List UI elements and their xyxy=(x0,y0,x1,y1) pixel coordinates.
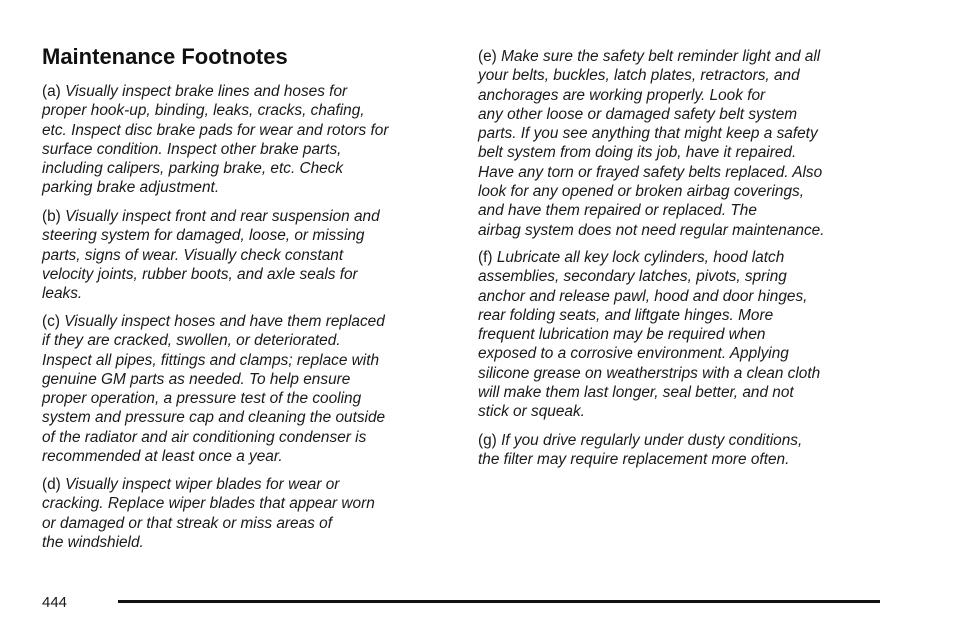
footnote-text: your belts, buckles, latch plates, retractors, and xyxy=(478,67,800,85)
footnote-line xyxy=(478,47,825,66)
footnote-line xyxy=(478,182,825,201)
footnote-text: cracking. Replace wiper blades that appear worn xyxy=(42,495,375,513)
footnote-d xyxy=(42,475,375,552)
footnote-text: steering system for damaged, loose, or missing xyxy=(42,227,365,245)
footnote-text: will make them last longer, seal better, and not xyxy=(478,384,794,402)
footnote-text: genuine GM parts as needed. To help ensure xyxy=(42,370,351,388)
footnote-f xyxy=(478,248,820,422)
footnote-text: Visually inspect hoses and have them replaced xyxy=(64,313,385,330)
footnote-line xyxy=(42,312,385,331)
footnote-b xyxy=(42,207,380,303)
footnote-text: If you drive regularly under dusty conditions, xyxy=(501,432,803,449)
footnote-text: parts. If you see anything that might keep a safety xyxy=(478,125,818,143)
footnote-text: Visually inspect wiper blades for wear or xyxy=(65,476,340,493)
footnote-text: leaks. xyxy=(42,285,83,303)
footnote-line xyxy=(478,66,825,85)
footnote-text: the windshield. xyxy=(42,533,144,551)
footnote-text: rear folding seats, and liftgate hinges. More xyxy=(478,306,774,324)
footnote-text: and have them repaired or replaced. The xyxy=(478,202,757,220)
footnote-text: velocity joints, rubber boots, and axle seals for xyxy=(42,265,358,283)
footnote-tag: (b) xyxy=(42,208,61,225)
footnote-line xyxy=(478,201,825,220)
footnote-text: or damaged or that streak or miss areas of xyxy=(42,514,332,532)
footnote-line xyxy=(42,351,385,370)
footnote-line xyxy=(478,143,825,162)
footnote-line xyxy=(42,265,380,284)
footnote-text: proper hook-up, binding, leaks, cracks, chafing, xyxy=(42,102,365,120)
footnote-line xyxy=(42,533,375,552)
footnote-line xyxy=(42,331,385,350)
footnote-line xyxy=(478,105,825,124)
footnote-line xyxy=(42,82,388,101)
footnote-line xyxy=(478,306,820,325)
footnote-line xyxy=(42,447,385,466)
footnote-line xyxy=(42,246,380,265)
footnote-text: Have any torn or frayed safety belts replaced. Also xyxy=(478,163,823,181)
footnote-text: surface condition. Inspect other brake parts, xyxy=(42,140,342,158)
footnote-text: anchor and release pawl, hood and door hinges, xyxy=(478,287,808,305)
footnote-text: silicone grease on weatherstrips with a clean cloth xyxy=(478,364,821,382)
footnote-text: Inspect all pipes, fittings and clamps; replace with xyxy=(42,351,380,369)
footnote-tag: (g) xyxy=(478,432,497,449)
footnote-line xyxy=(478,450,802,469)
footnote-line xyxy=(42,207,380,226)
footnote-tag: (e) xyxy=(478,48,497,65)
footnote-text: Visually inspect brake lines and hoses for xyxy=(65,83,348,100)
footnote-text: system and pressure cap and cleaning the outside xyxy=(42,409,386,427)
footnote-text: parking brake adjustment. xyxy=(42,179,220,197)
footnote-text: exposed to a corrosive environment. Applying xyxy=(478,345,789,363)
footnote-tag: (d) xyxy=(42,476,61,493)
footnote-text: airbag system does not need regular maintenance. xyxy=(478,221,825,239)
footnote-line xyxy=(478,287,820,306)
footnote-line xyxy=(42,428,385,447)
footnote-text: belt system from doing its job, have it repaired. xyxy=(478,144,797,162)
footnote-tag: (a) xyxy=(42,83,61,100)
footnote-line xyxy=(478,248,820,267)
footnote-line xyxy=(42,408,385,427)
footnote-g xyxy=(478,431,802,470)
page-number: 444 xyxy=(42,594,68,611)
footnote-line xyxy=(42,121,388,140)
footnote-line xyxy=(42,370,385,389)
footnote-line xyxy=(42,494,375,513)
footnote-line xyxy=(42,514,375,533)
footnote-text: Visually inspect front and rear suspension and xyxy=(65,208,380,225)
footnote-text: etc. Inspect disc brake pads for wear and rotors for xyxy=(42,121,389,139)
footnote-line xyxy=(42,178,388,197)
footnote-tag: (f) xyxy=(478,249,493,266)
footnote-text: look for any opened or broken airbag coverings, xyxy=(478,183,804,201)
footnote-line xyxy=(478,86,825,105)
footnote-text: assemblies, secondary latches, pivots, spring xyxy=(478,268,787,286)
footnote-text: including calipers, parking brake, etc. Check xyxy=(42,160,344,178)
footnote-line xyxy=(42,284,380,303)
footnote-text: Lubricate all key lock cylinders, hood latch xyxy=(496,249,785,266)
footnote-text: frequent lubrication may be required when xyxy=(478,326,766,344)
footnote-text: proper operation, a pressure test of the cooling xyxy=(42,390,362,408)
footnote-text: recommended at least once a year. xyxy=(42,448,283,466)
footnote-line xyxy=(478,124,825,143)
footnote-line xyxy=(478,163,825,182)
footnote-c xyxy=(42,312,385,466)
footnote-text: Make sure the safety belt reminder light and all xyxy=(501,48,821,65)
footnote-text: if they are cracked, swollen, or deteriorated. xyxy=(42,332,341,350)
footnote-text: of the radiator and air conditioning condenser is xyxy=(42,428,367,446)
footnote-text: parts, signs of wear. Visually check constant xyxy=(42,246,344,264)
footnote-line xyxy=(478,325,820,344)
footnote-line xyxy=(478,364,820,383)
footnote-text: anchorages are working properly. Look for xyxy=(478,86,766,104)
footnote-line xyxy=(42,159,388,178)
footnote-line xyxy=(42,140,388,159)
footnote-text: stick or squeak. xyxy=(478,403,585,421)
footnote-line xyxy=(478,383,820,402)
footnote-line xyxy=(478,344,820,363)
footnote-a xyxy=(42,82,388,198)
footnote-line xyxy=(42,389,385,408)
footnote-line xyxy=(42,226,380,245)
footer-rule xyxy=(118,600,880,603)
footnote-line xyxy=(478,431,802,450)
footnote-line xyxy=(42,101,388,120)
footnote-text: the filter may require replacement more often. xyxy=(478,451,790,469)
footnote-line xyxy=(42,475,375,494)
footnote-text: any other loose or damaged safety belt system xyxy=(478,105,798,123)
footnote-line xyxy=(478,402,820,421)
footnote-e xyxy=(478,47,825,240)
page-title: Maintenance Footnotes xyxy=(42,44,288,69)
footnote-line xyxy=(478,267,820,286)
footnote-tag: (c) xyxy=(42,313,60,330)
footnote-line xyxy=(478,221,825,240)
